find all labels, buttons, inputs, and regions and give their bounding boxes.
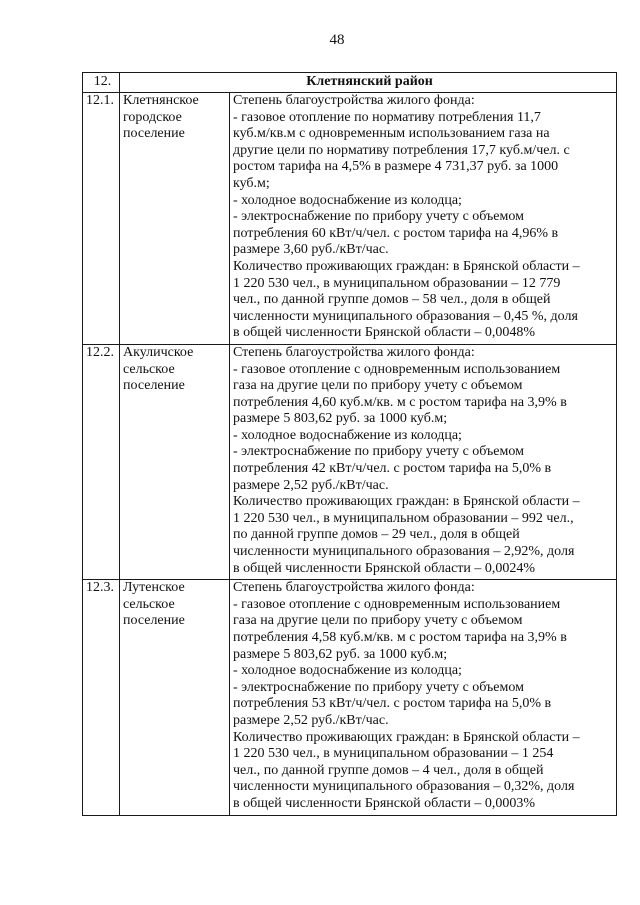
description-line: - электроснабжение по прибору учету с объемом: [233, 679, 524, 695]
settlement-name-line: сельское: [123, 361, 175, 377]
description-line: размере 5 803,62 руб. за 1000 куб.м;: [233, 411, 448, 427]
table-header-row: [83, 73, 617, 93]
description-line: потребления 4,58 куб.м/кв. м с ростом тарифа на 3,9% в: [233, 630, 567, 645]
row-number: 12.1.: [83, 93, 120, 345]
description-line: в общей численности Брянской области – 0,0024%: [233, 560, 536, 576]
description-line: размере 2,52 руб./кВт/час.: [233, 712, 389, 728]
description-line: Количество проживающих граждан: в Брянской области –: [233, 494, 580, 510]
settlement-name: [120, 580, 230, 815]
description-line: чел., по данной группе домов – 4 чел., доля в общей: [233, 762, 544, 778]
settlement-name-line: Акуличское: [123, 344, 194, 360]
description-line: - газовое отопление по нормативу потребления 11,7: [233, 109, 541, 125]
table-row: [83, 93, 617, 345]
description-line: по данной группе домов – 29 чел., доля в общей: [233, 527, 520, 543]
table-row: [83, 580, 617, 815]
description-line: ростом тарифа на 4,5% в размере 4 731,37 руб. за 1000: [233, 159, 559, 175]
description-line: Количество проживающих граждан: в Брянской области –: [233, 729, 580, 745]
settlement-name-line: Клетнянское: [123, 93, 199, 108]
description-line: 1 220 530 чел., в муниципальном образовании – 1 254: [233, 746, 554, 762]
description-line: размере 3,60 руб./кВт/час.: [233, 242, 389, 258]
settlement-name-line: поселение: [123, 613, 185, 629]
description-line: - газовое отопление с одновременным использованием: [233, 596, 561, 612]
header-number: 12.: [83, 73, 120, 93]
settlement-name: [120, 344, 230, 579]
description-line: - холодное водоснабжение из колодца;: [233, 663, 462, 679]
row-number: 12.2.: [83, 344, 120, 579]
description-line: Количество проживающих граждан: в Брянской области –: [233, 258, 580, 274]
housing-description: [230, 93, 617, 345]
settlement-name-line: Лутенское: [123, 580, 185, 596]
table-row: [83, 344, 617, 579]
description-line: в общей численности Брянской области – 0,0003%: [233, 795, 536, 811]
settlement-name: [120, 93, 230, 345]
description-line: - холодное водоснабжение из колодца;: [233, 427, 462, 443]
description-line: - электроснабжение по прибору учету с объемом: [233, 444, 524, 460]
description-line: размере 5 803,62 руб. за 1000 куб.м;: [233, 646, 448, 662]
description-line: газа на другие цели по прибору учету с объемом: [233, 613, 523, 629]
settlement-name-line: сельское: [123, 596, 175, 612]
settlement-name-line: городское: [123, 109, 182, 125]
description-line: чел., по данной группе домов – 58 чел., доля в общей: [233, 292, 551, 308]
description-line: газа на другие цели по прибору учету с объемом: [233, 378, 523, 394]
header-district-title: Клетнянский район: [120, 73, 617, 93]
description-line: Степень благоустройства жилого фонда:: [233, 93, 475, 108]
description-line: потребления 60 кВт/ч/чел. с ростом тарифа на 4,96% в: [233, 225, 559, 241]
description-line: Степень благоустройства жилого фонда:: [233, 580, 475, 596]
settlement-name-line: поселение: [123, 378, 185, 394]
district-table: [82, 72, 617, 816]
description-line: другие цели по нормативу потребления 17,7 куб.м/чел. с: [233, 142, 570, 158]
description-line: - холодное водоснабжение из колодца;: [233, 192, 462, 208]
settlement-name-line: поселение: [123, 126, 185, 142]
description-line: куб.м;: [233, 175, 270, 191]
table-body: [83, 73, 617, 816]
description-line: численности муниципального образования – 2,92%, доля: [233, 544, 575, 560]
description-line: - электроснабжение по прибору учету с объемом: [233, 209, 524, 225]
description-line: численности муниципального образования – 0,45 %, доля: [233, 308, 578, 324]
description-line: потребления 53 кВт/ч/чел. с ростом тарифа на 5,0% в: [233, 696, 552, 712]
description-line: потребления 4,60 куб.м/кв. м с ростом тарифа на 3,9% в: [233, 394, 567, 410]
description-line: - газовое отопление с одновременным использованием: [233, 361, 561, 377]
description-line: Степень благоустройства жилого фонда:: [233, 344, 475, 360]
row-number: 12.3.: [83, 580, 120, 815]
description-line: размере 2,52 руб./кВт/час.: [233, 477, 389, 493]
description-line: куб.м/кв.м с одновременным использованием газа на: [233, 126, 550, 142]
housing-description: [230, 344, 617, 579]
housing-description: [230, 580, 617, 815]
description-line: потребления 42 кВт/ч/чел. с ростом тарифа на 5,0% в: [233, 461, 552, 477]
description-line: 1 220 530 чел., в муниципальном образовании – 992 чел.,: [233, 510, 574, 526]
description-line: численности муниципального образования – 0,32%, доля: [233, 779, 575, 795]
description-line: в общей численности Брянской области – 0,0048%: [233, 325, 536, 341]
description-line: 1 220 530 чел., в муниципальном образовании – 12 779: [233, 275, 561, 291]
page-number: 48: [329, 32, 345, 48]
